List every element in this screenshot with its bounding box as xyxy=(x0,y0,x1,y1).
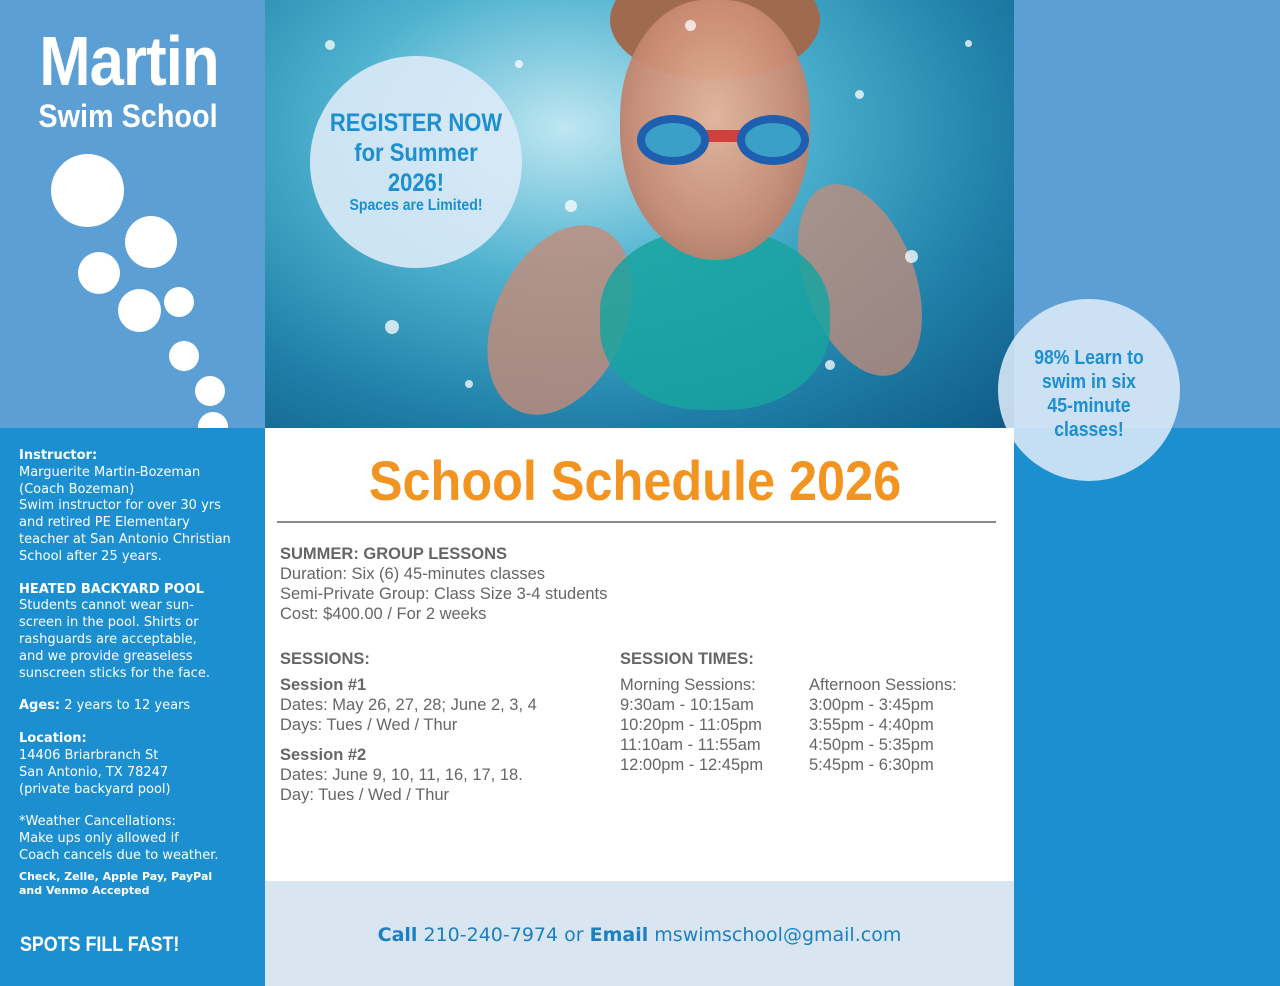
afternoon-time: 3:55pm - 4:40pm xyxy=(809,716,934,734)
afternoon-time: 5:45pm - 6:30pm xyxy=(809,756,934,774)
group-line: Semi-Private Group: Class Size 3-4 students xyxy=(280,585,608,603)
bubble-decoration xyxy=(169,341,199,371)
contact-footer xyxy=(265,881,1014,986)
learn-to-swim-badge xyxy=(998,299,1180,481)
sessions-heading: SESSIONS: xyxy=(280,650,370,668)
goggle-lens-left xyxy=(637,115,709,165)
brand-subtitle: Swim School xyxy=(38,98,218,134)
pool-heading: HEATED BACKYARD POOL xyxy=(19,581,204,597)
location-line: 14406 Briarbranch St xyxy=(19,747,159,763)
title-divider xyxy=(277,521,996,523)
morning-heading: Morning Sessions: xyxy=(620,676,756,694)
contact-line xyxy=(265,924,1014,946)
schedule-panel xyxy=(265,428,1014,881)
sparkle xyxy=(515,60,523,68)
weather-line: Make ups only allowed if xyxy=(19,831,179,847)
email-address[interactable]: mswimschool@gmail.com xyxy=(654,924,902,946)
spaces-limited: Spaces are Limited! xyxy=(349,197,483,214)
learn-line: swim in six xyxy=(1042,371,1136,393)
left-info xyxy=(19,448,259,898)
register-text xyxy=(323,108,510,198)
register-line: 2026! xyxy=(387,169,445,197)
payment-line: and Venmo Accepted xyxy=(19,883,150,897)
right-bottom-panel xyxy=(1014,428,1280,986)
goggle-lens-right xyxy=(737,115,809,165)
sparkle xyxy=(685,20,696,31)
email-label: Email xyxy=(589,924,649,946)
bubble-decoration xyxy=(51,154,124,227)
pool-line: rashguards are acceptable, xyxy=(19,631,197,647)
location-line: San Antonio, TX 78247 xyxy=(19,764,169,780)
instructor-line: and retired PE Elementary xyxy=(19,515,190,531)
bubble-decoration xyxy=(164,287,194,317)
afternoon-time: 3:00pm - 3:45pm xyxy=(809,696,934,714)
session2-line: Dates: June 9, 10, 11, 16, 17, 18. xyxy=(280,766,523,784)
group-heading: SUMMER: GROUP LESSONS xyxy=(280,545,508,563)
afternoon-block xyxy=(809,675,957,775)
bubble-decoration xyxy=(125,216,177,268)
pool-line: screen in the pool. Shirts or xyxy=(19,615,199,631)
payment-line: Check, Zelle, Apple Pay, PayPal xyxy=(19,869,213,883)
instructor-line: Swim instructor for over 30 yrs xyxy=(19,498,221,514)
morning-time: 12:00pm - 12:45pm xyxy=(620,756,764,774)
session-times-block xyxy=(620,649,763,775)
session2-heading: Session #2 xyxy=(280,746,367,764)
session1-line: Dates: May 26, 27, 28; June 2, 3, 4 xyxy=(280,696,537,714)
bubble-decoration xyxy=(195,376,225,406)
session2-line: Day: Tues / Wed / Thur xyxy=(280,786,450,804)
location-heading: Location: xyxy=(19,731,87,747)
spots-fill-fast: SPOTS FILL FAST! xyxy=(20,933,180,956)
sparkle xyxy=(905,250,918,263)
location-line: (private backyard pool) xyxy=(19,781,171,797)
morning-time: 9:30am - 10:15am xyxy=(620,696,754,714)
group-line: Cost: $400.00 / For 2 weeks xyxy=(280,605,487,623)
pool-line: and we provide greaseless xyxy=(19,648,193,664)
pool-line: sunscreen sticks for the face. xyxy=(19,665,210,681)
instructor-line: School after 25 years. xyxy=(19,548,162,564)
sparkle xyxy=(965,40,972,47)
afternoon-time: 4:50pm - 5:35pm xyxy=(809,736,934,754)
instructor-heading: Instructor: xyxy=(19,448,98,463)
morning-time: 11:10am - 11:55am xyxy=(620,736,761,754)
pool-line: Students cannot wear sun- xyxy=(19,598,194,614)
ages-label: Ages: xyxy=(19,698,61,714)
session1-heading: Session #1 xyxy=(280,676,367,694)
register-line: for Summer xyxy=(354,139,478,167)
session1-line: Days: Tues / Wed / Thur xyxy=(280,716,458,734)
ages-row xyxy=(19,698,259,715)
group-lessons-block xyxy=(280,544,607,624)
instructor-line: Marguerite Martin-Bozeman xyxy=(19,464,201,480)
learn-line: classes! xyxy=(1054,419,1124,441)
sparkle xyxy=(855,90,864,99)
bubble-decoration xyxy=(78,252,120,294)
learn-line: 45-minute xyxy=(1047,395,1131,417)
left-header-panel xyxy=(0,0,265,428)
phone-number[interactable]: 210-240-7974 xyxy=(423,924,559,946)
sparkle xyxy=(385,320,399,334)
sparkle xyxy=(565,200,577,212)
weather-line: Coach cancels due to weather. xyxy=(19,847,219,863)
sparkle xyxy=(465,380,473,388)
afternoon-heading: Afternoon Sessions: xyxy=(809,676,957,694)
weather-line: *Weather Cancellations: xyxy=(19,814,177,830)
schedule-title: School Schedule 2026 xyxy=(368,449,902,512)
sparkle xyxy=(325,40,335,50)
brand-name: Martin xyxy=(39,22,219,100)
instructor-line: (Coach Bozeman) xyxy=(19,481,135,497)
morning-time: 10:20pm - 11:05pm xyxy=(620,716,762,734)
group-line: Duration: Six (6) 45-minutes classes xyxy=(280,565,546,583)
sparkle xyxy=(825,360,835,370)
register-now-badge xyxy=(310,56,522,268)
learn-line: 98% Learn to xyxy=(1034,347,1144,369)
sessions-block xyxy=(280,649,537,805)
or-text: or xyxy=(564,924,584,946)
instructor-line: teacher at San Antonio Christian xyxy=(19,531,231,547)
ages-value: 2 years to 12 years xyxy=(64,698,191,714)
times-heading: SESSION TIMES: xyxy=(620,650,754,668)
bubble-decoration xyxy=(118,289,161,332)
call-label: Call xyxy=(377,924,418,946)
register-line: REGISTER NOW xyxy=(329,109,503,137)
